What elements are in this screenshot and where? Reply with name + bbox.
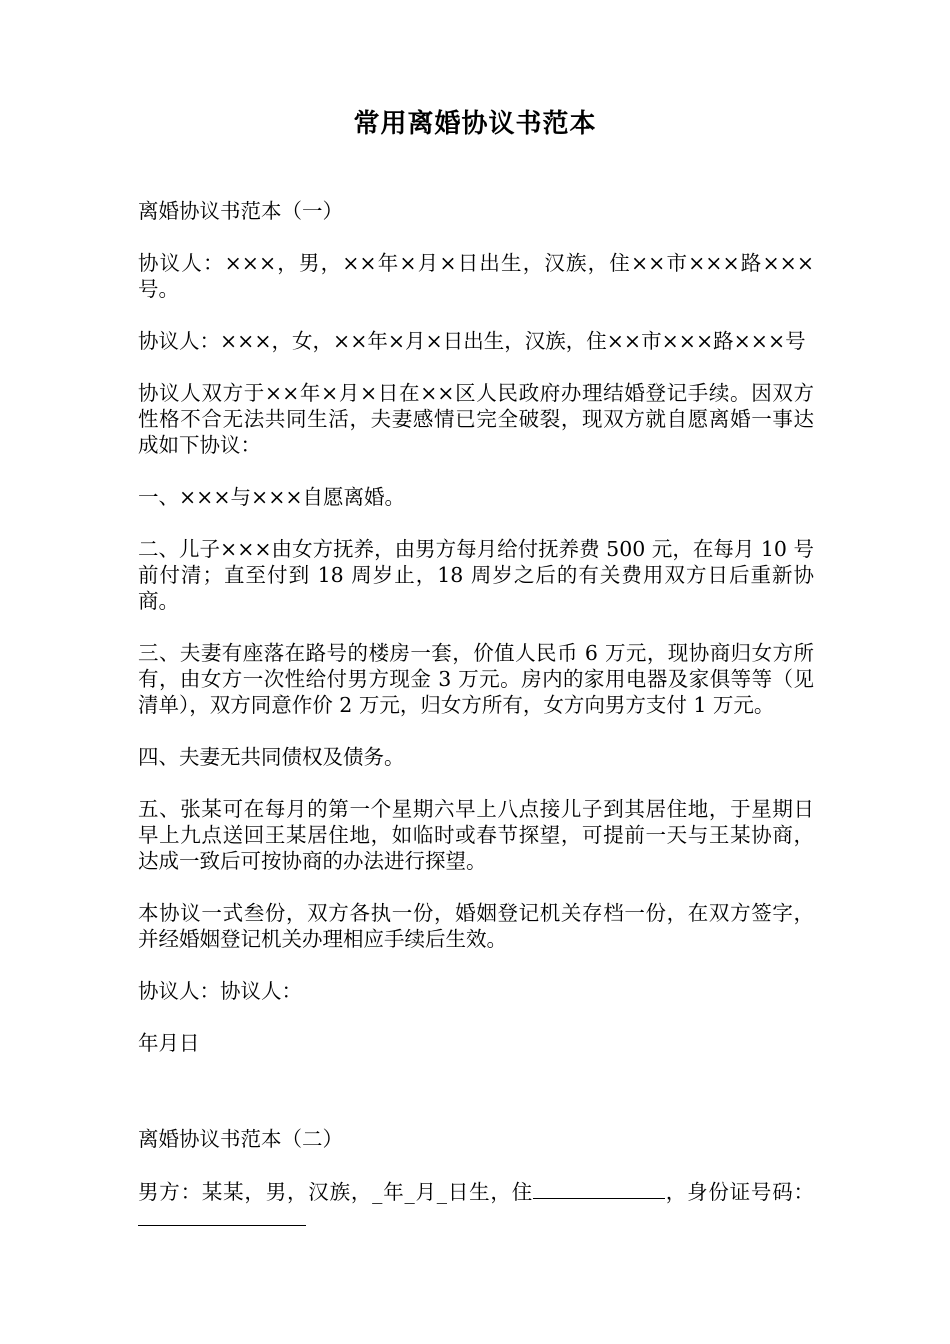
male-info-id-label: ，身份证号码：	[665, 1180, 815, 1204]
closing-paragraph: 本协议一式叁份，双方各执一份，婚姻登记机关存档一份，在双方签字，并经婚姻登记机关办理相应手续后生效。	[138, 901, 814, 951]
document-body	[138, 198, 814, 1232]
signature-line: 协议人：协议人：	[138, 979, 302, 1003]
date-line: 年月日	[138, 1031, 200, 1055]
document-title: 常用离婚协议书范本	[353, 109, 597, 139]
male-info-prefix: 男方：某某，男，汉族，_年_月_日生，住	[138, 1180, 533, 1204]
section-heading-2: 离婚协议书范本（二）	[138, 1127, 343, 1151]
clause-4: 四、夫妻无共同债权及债务。	[138, 745, 405, 769]
male-party-info	[138, 1178, 814, 1232]
intro-paragraph: 协议人双方于××年×月×日在××区人民政府办理结婚登记手续。因双方性格不合无法共同生活，夫妻感情已完全破裂，现双方就自愿离婚一事达成如下协议：	[138, 381, 814, 457]
clause-1: 一、×××与×××自愿离婚。	[138, 485, 406, 509]
clause-5: 五、张某可在每月的第一个星期六早上八点接儿子到其居住地，于星期日早上九点送回王某居住地，如临时或春节探望，可提前一天与王某协商，达成一致后可按协商的办法进行探望。	[138, 797, 814, 873]
address-blank	[533, 1178, 665, 1199]
clause-2: 二、儿子×××由女方抚养，由男方每月给付抚养费 500 元，在每月 10 号前付清；直至付到 18 周岁止，18 周岁之后的有关费用双方日后重新协商。	[138, 537, 814, 613]
party-female-paragraph: 协议人：×××，女，××年×月×日出生，汉族，住××市×××路×××号	[138, 329, 806, 353]
clause-3: 三、夫妻有座落在路号的楼房一套，价值人民币 6 万元，现协商归女方所有，由女方一次性给付男方现金 3 万元。房内的家用电器及家俱等等（见清单），双方同意作价 2 万元，归女方所有，女方向男方支付 1 万元。	[138, 641, 814, 717]
party-male-paragraph: 协议人：×××，男，××年×月×日出生，汉族，住××市×××路×××号。	[138, 251, 814, 301]
section-heading-1: 离婚协议书范本（一）	[138, 199, 343, 223]
id-number-blank	[138, 1205, 306, 1226]
